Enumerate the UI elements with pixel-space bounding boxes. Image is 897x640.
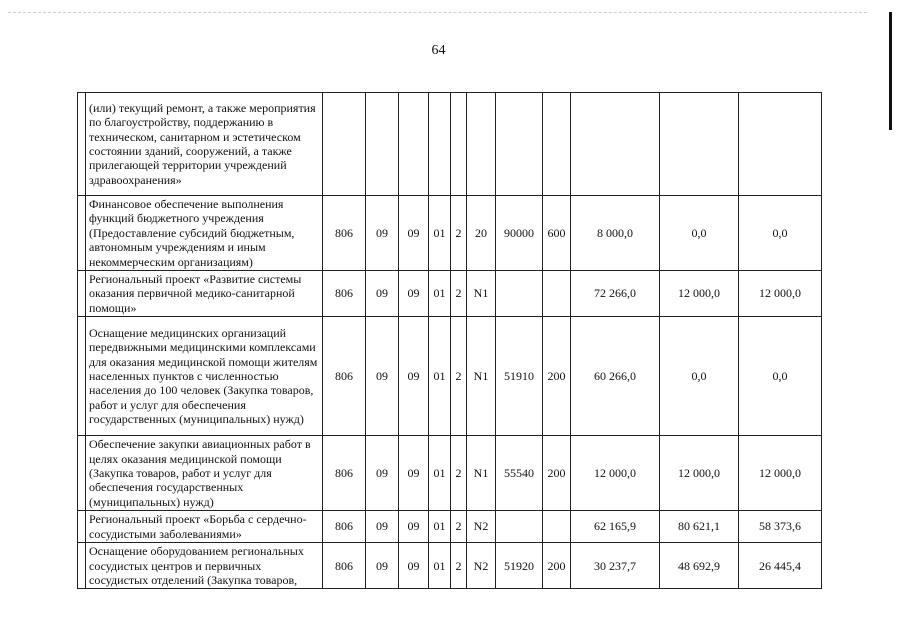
cell-cs3 [467,93,496,196]
cell-year1: 60 266,0 [571,317,660,436]
cell-gr [323,93,366,196]
table-row [78,93,822,196]
row-name: Оснащение оборудованием региональных сосудистых центров и первичных сосудистых отделений (Закупка товаров, [86,543,323,589]
cell-year3: 0,0 [739,317,822,436]
cell-year1 [571,93,660,196]
cell-cs1: 01 [429,271,451,317]
row-name: Региональный проект «Борьба с сердечно-сосудистыми заболеваниями» [86,511,323,543]
row-name: Оснащение медицинских организаций передвижными медицинскими комплексами для оказания медицинской помощи жителям населенных пунктов с численностью населения до 100 человек (Закупка товаров, работ и услуг для обеспечения государственных (муниципальных) нужд) [86,317,323,436]
cell-cs2 [451,93,467,196]
scan-edge-mark [889,12,892,130]
cell-year2: 48 692,9 [660,543,739,589]
cell-gr: 806 [323,317,366,436]
cell-year3 [739,93,822,196]
cell-year2: 0,0 [660,196,739,271]
row-margin-cell [78,271,86,317]
scan-top-edge [8,12,867,13]
cell-cs3: 20 [467,196,496,271]
row-margin-cell [78,317,86,436]
cell-rz: 09 [366,196,399,271]
cell-gr: 806 [323,511,366,543]
cell-cs4 [496,93,543,196]
cell-year3: 58 373,6 [739,511,822,543]
cell-year1: 30 237,7 [571,543,660,589]
cell-gr: 806 [323,196,366,271]
table-row [78,196,822,271]
budget-table [77,92,822,589]
cell-pr: 09 [399,196,429,271]
page-number: 64 [431,43,446,58]
cell-cs1: 01 [429,317,451,436]
table-row [78,543,822,589]
table-row [78,511,822,543]
cell-pr: 09 [399,543,429,589]
cell-vr [543,511,571,543]
cell-year2: 12 000,0 [660,271,739,317]
cell-year3: 12 000,0 [739,436,822,511]
cell-rz: 09 [366,317,399,436]
cell-year1: 62 165,9 [571,511,660,543]
cell-cs2: 2 [451,317,467,436]
cell-year1: 12 000,0 [571,436,660,511]
cell-cs3: N2 [467,543,496,589]
cell-year2: 0,0 [660,317,739,436]
row-margin-cell [78,543,86,589]
cell-cs3: N1 [467,271,496,317]
cell-gr: 806 [323,543,366,589]
cell-year3: 26 445,4 [739,543,822,589]
cell-cs3: N2 [467,511,496,543]
cell-year1: 8 000,0 [571,196,660,271]
cell-cs1: 01 [429,436,451,511]
cell-cs2: 2 [451,196,467,271]
cell-vr: 200 [543,436,571,511]
cell-cs1: 01 [429,511,451,543]
cell-rz [366,93,399,196]
cell-cs1 [429,93,451,196]
cell-rz: 09 [366,511,399,543]
cell-cs3: N1 [467,317,496,436]
cell-pr: 09 [399,436,429,511]
cell-cs4: 55540 [496,436,543,511]
cell-pr [399,93,429,196]
cell-vr: 600 [543,196,571,271]
cell-cs4 [496,511,543,543]
cell-year2 [660,93,739,196]
row-margin-cell [78,511,86,543]
cell-vr [543,93,571,196]
cell-cs2: 2 [451,511,467,543]
cell-vr: 200 [543,543,571,589]
cell-rz: 09 [366,436,399,511]
row-margin-cell [78,436,86,511]
cell-year1: 72 266,0 [571,271,660,317]
table-row [78,317,822,436]
cell-pr: 09 [399,511,429,543]
cell-cs4 [496,271,543,317]
cell-cs4: 90000 [496,196,543,271]
table-row [78,271,822,317]
cell-cs1: 01 [429,196,451,271]
cell-gr: 806 [323,436,366,511]
cell-vr: 200 [543,317,571,436]
cell-rz: 09 [366,271,399,317]
row-name: (или) текущий ремонт, а также мероприятия по благоустройству, поддержанию в техническом, санитарном и эстетическом состоянии зданий, сооружений, а также прилегающей территории учреждений здравоохранения» [86,93,323,196]
cell-year2: 12 000,0 [660,436,739,511]
cell-cs2: 2 [451,436,467,511]
row-margin-cell [78,196,86,271]
cell-cs4: 51910 [496,317,543,436]
cell-vr [543,271,571,317]
row-name: Региональный проект «Развитие системы оказания первичной медико-санитарной помощи» [86,271,323,317]
cell-rz: 09 [366,543,399,589]
table-row [78,436,822,511]
row-name: Финансовое обеспечение выполнения функций бюджетного учреждения (Предоставление субсидий бюджетным, автономным учреждениям и иным некоммерческим организациям) [86,196,323,271]
cell-cs2: 2 [451,543,467,589]
cell-gr: 806 [323,271,366,317]
cell-year3: 12 000,0 [739,271,822,317]
cell-year3: 0,0 [739,196,822,271]
cell-cs2: 2 [451,271,467,317]
cell-pr: 09 [399,271,429,317]
cell-pr: 09 [399,317,429,436]
row-margin-cell [78,93,86,196]
cell-cs1: 01 [429,543,451,589]
cell-cs4: 51920 [496,543,543,589]
row-name: Обеспечение закупки авиационных работ в целях оказания медицинской помощи (Закупка товаров, работ и услуг для обеспечения государственных (муниципальных) нужд) [86,436,323,511]
cell-year2: 80 621,1 [660,511,739,543]
cell-cs3: N1 [467,436,496,511]
